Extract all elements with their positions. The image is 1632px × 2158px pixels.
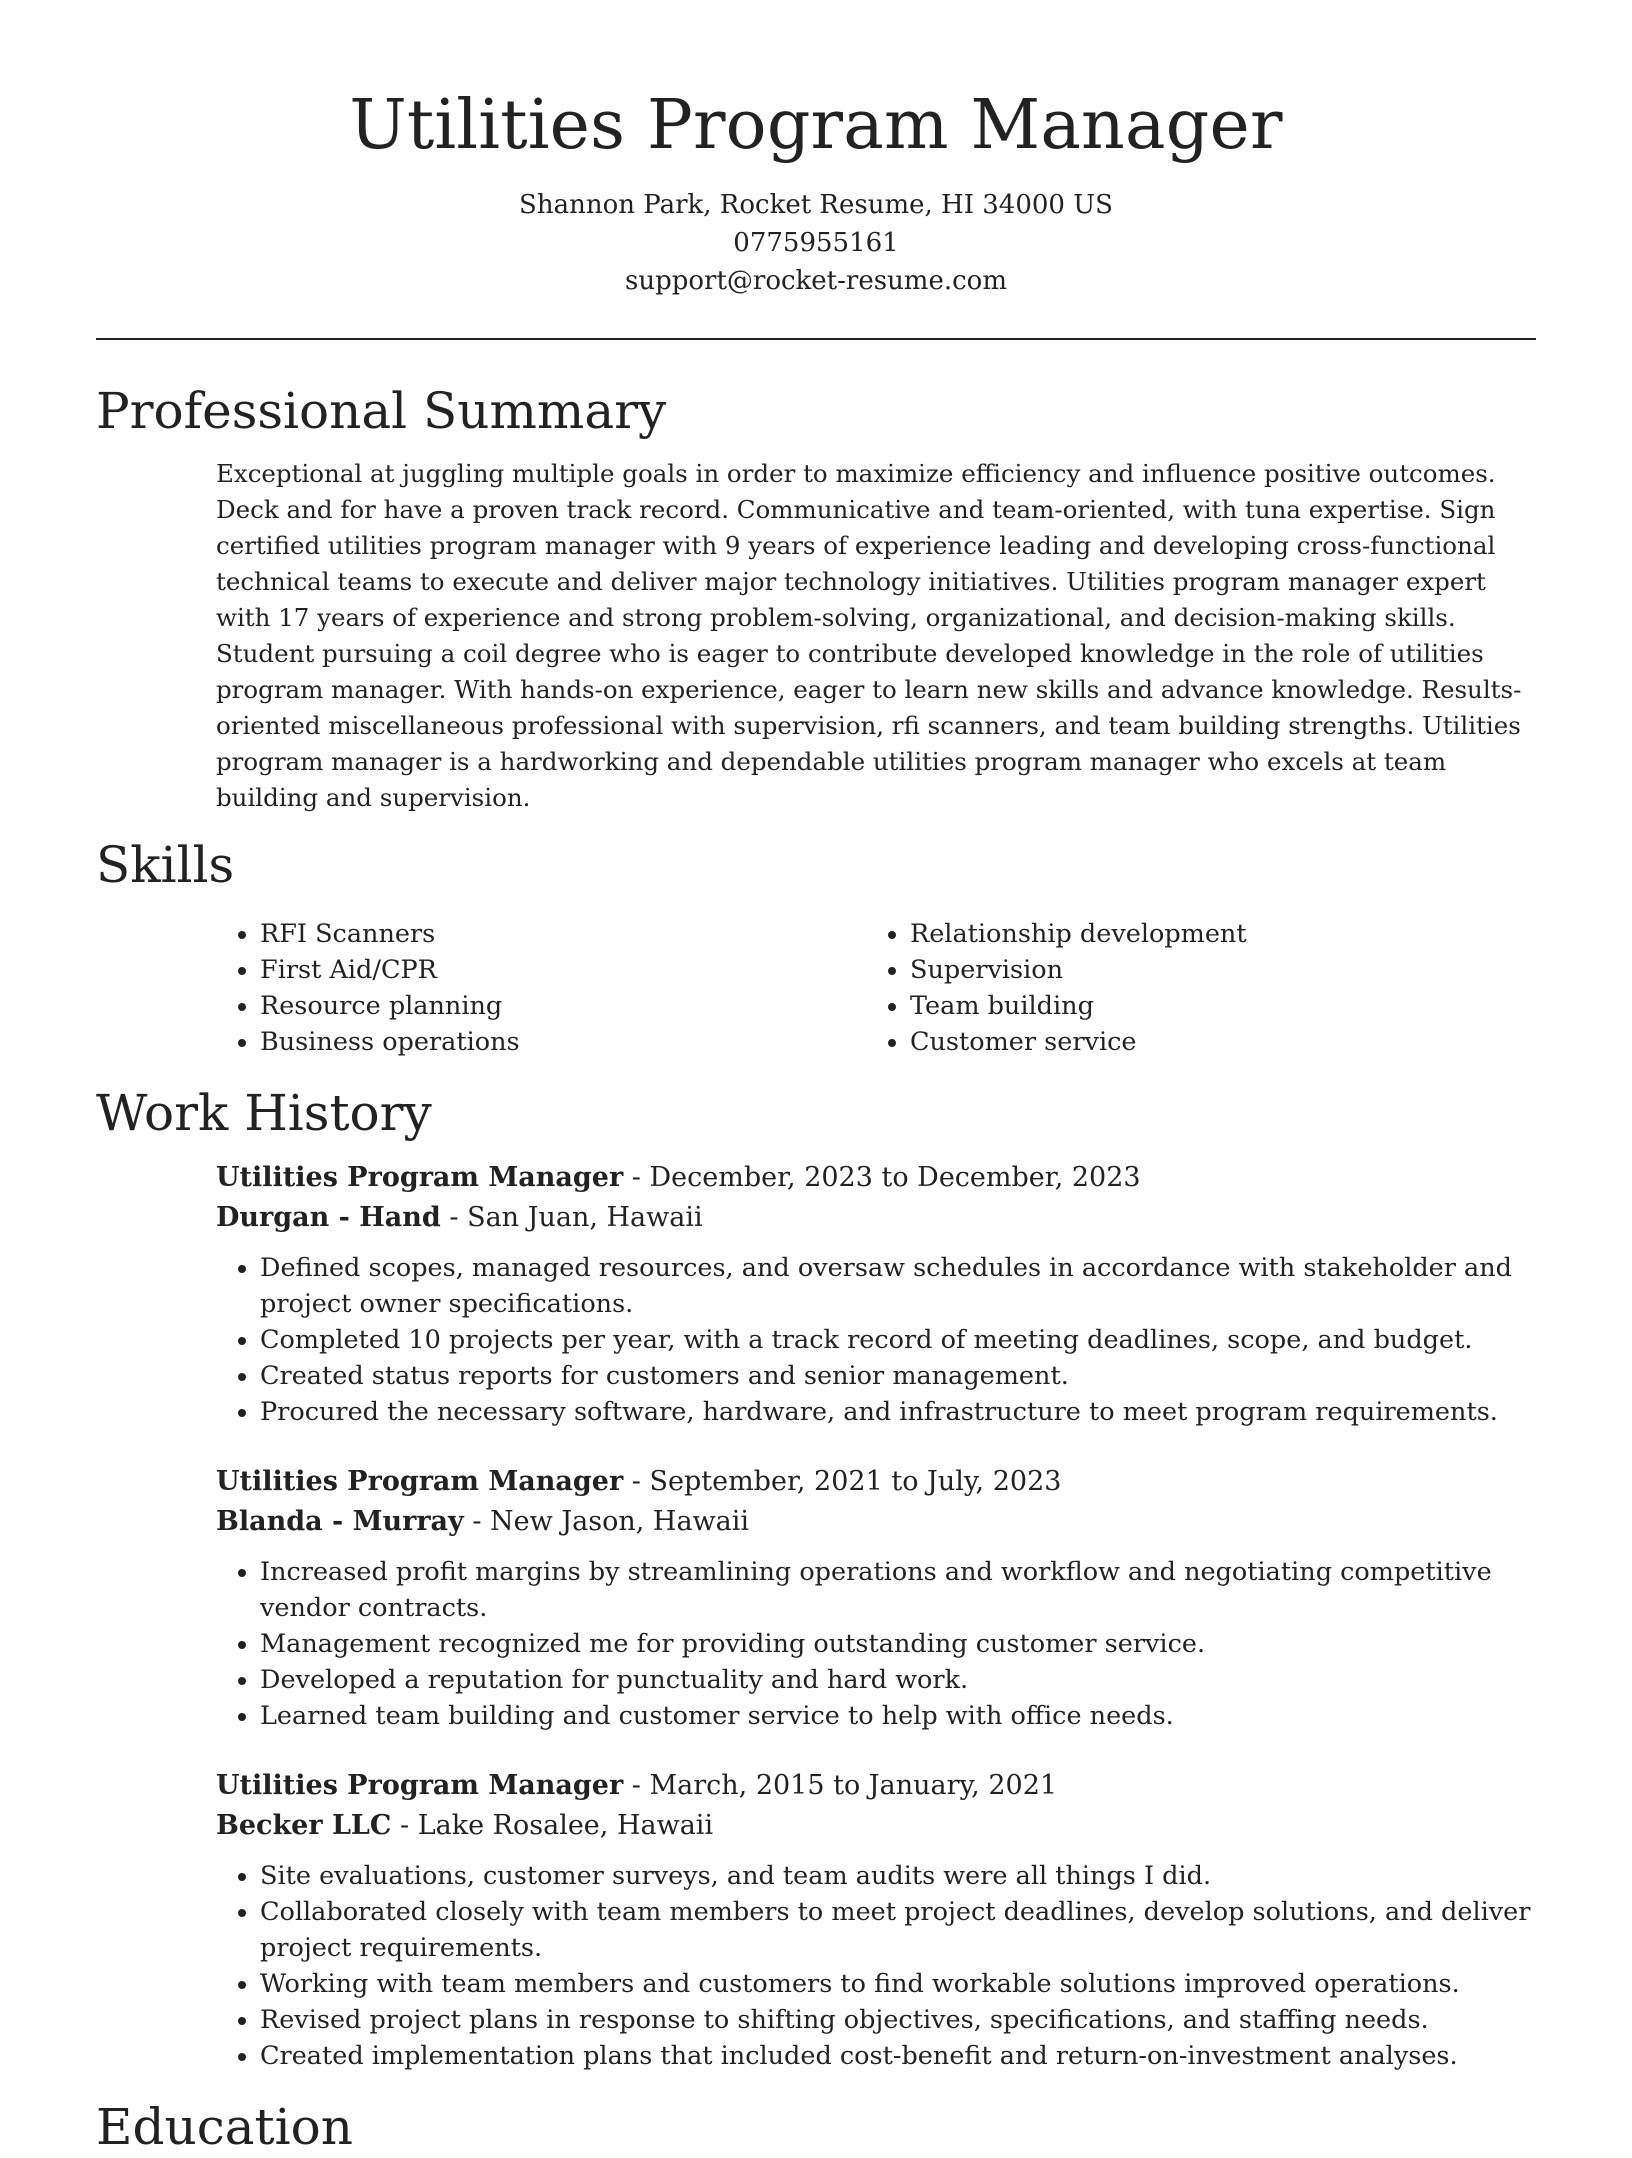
job-company-line xyxy=(216,1198,1536,1238)
job-bullet: • Defined scopes, managed resources, and oversaw schedules in accordance with stakeholder and project owner specifications. xyxy=(260,1250,1536,1322)
summary-heading: Professional Summary xyxy=(96,382,667,440)
job-entry xyxy=(216,1158,1536,1430)
job-dates: - December, 2023 to December, 2023 xyxy=(623,1162,1141,1193)
job-bullet: • Working with team members and customers to find workable solutions improved operations. xyxy=(260,1966,1536,2002)
job-company: Becker LLC xyxy=(216,1810,392,1841)
job-bullet: • Procured the necessary software, hardware, and infrastructure to meet program requirements. xyxy=(260,1394,1536,1430)
job-bullet: • Site evaluations, customer surveys, and team audits were all things I did. xyxy=(260,1858,1536,1894)
skill-item: • First Aid/CPR xyxy=(260,952,866,988)
job-bullet: • Developed a reputation for punctuality and hard work. xyxy=(260,1662,1536,1698)
job-location: - San Juan, Hawaii xyxy=(440,1202,703,1233)
job-company: Durgan - Hand xyxy=(216,1202,441,1233)
skill-item: • Customer service xyxy=(910,1024,1516,1060)
job-company: Blanda - Murray xyxy=(216,1506,464,1537)
summary-text: Exceptional at juggling multiple goals in order to maximize efficiency and influence positive outcomes. Deck and for have a proven track record. Communicative and team-oriented, with tuna expertise. Sign certified utilities program manager with 9 years of experience leading and developing cross-functional technical teams to execute and deliver major technology initiatives. Utilities program manager expert with 17 years of experience and strong problem-solving, organizational, and decision-making skills. Student pursuing a coil degree who is eager to contribute developed knowledge in the role of utilities program manager. With hands-on experience, eager to learn new skills and advance knowledge. Results-oriented miscellaneous professional with supervision, rfi scanners, and team building strengths. Utilities program manager is a hardworking and dependable utilities program manager who excels at team building and supervision. xyxy=(216,459,1522,812)
job-bullets xyxy=(216,1554,1536,1734)
resume-page xyxy=(96,0,1536,2158)
candidate-title: Utilities Program Manager xyxy=(349,86,1283,165)
job-bullet: • Increased profit margins by streamlining operations and workflow and negotiating competitive vendor contracts. xyxy=(260,1554,1536,1626)
job-title-line xyxy=(216,1462,1536,1502)
skills-list-left xyxy=(216,916,866,1060)
job-company-line xyxy=(216,1502,1536,1542)
contact-phone: 0775955161 xyxy=(733,228,899,258)
job-role: Utilities Program Manager xyxy=(216,1162,624,1193)
job-bullet: • Created status reports for customers and senior management. xyxy=(260,1358,1536,1394)
skill-item: • RFI Scanners xyxy=(260,916,866,952)
job-dates: - March, 2015 to January, 2021 xyxy=(623,1770,1058,1801)
job-role: Utilities Program Manager xyxy=(216,1770,624,1801)
skill-item: • Supervision xyxy=(910,952,1516,988)
skill-item: • Resource planning xyxy=(260,988,866,1024)
contact-address: Shannon Park, Rocket Resume, HI 34000 US xyxy=(519,190,1113,220)
summary-section xyxy=(96,380,1536,816)
job-dates: - September, 2021 to July, 2023 xyxy=(623,1466,1062,1497)
job-role: Utilities Program Manager xyxy=(216,1466,624,1497)
job-location: - Lake Rosalee, Hawaii xyxy=(391,1810,714,1841)
job-entry xyxy=(216,1462,1536,1734)
skills-section xyxy=(96,834,1536,1060)
job-title-line xyxy=(216,1766,1536,1806)
work-history-heading: Work History xyxy=(96,1084,432,1142)
job-bullets xyxy=(216,1858,1536,2074)
resume-header xyxy=(96,0,1536,300)
job-entry xyxy=(216,1766,1536,2074)
job-bullet: • Created implementation plans that included cost-benefit and return-on-investment analyses. xyxy=(260,2038,1536,2074)
job-bullet: • Learned team building and customer service to help with office needs. xyxy=(260,1698,1536,1734)
job-bullet: • Management recognized me for providing outstanding customer service. xyxy=(260,1626,1536,1662)
job-bullet: • Revised project plans in response to shifting objectives, specifications, and staffing needs. xyxy=(260,2002,1536,2038)
skills-list-right xyxy=(866,916,1516,1060)
work-history-section xyxy=(96,1082,1536,2074)
job-title-line xyxy=(216,1158,1536,1198)
contact-email: support@rocket-resume.com xyxy=(624,266,1007,296)
education-section xyxy=(96,2096,1536,2158)
job-company-line xyxy=(216,1806,1536,1846)
header-divider xyxy=(96,338,1536,340)
skill-item: • Relationship development xyxy=(910,916,1516,952)
job-bullets xyxy=(216,1250,1536,1430)
education-heading: Education xyxy=(96,2098,353,2156)
skills-heading: Skills xyxy=(96,836,235,894)
skill-item: • Team building xyxy=(910,988,1516,1024)
job-bullet: • Completed 10 projects per year, with a track record of meeting deadlines, scope, and budget. xyxy=(260,1322,1536,1358)
skills-columns xyxy=(216,916,1536,1060)
job-location: - New Jason, Hawaii xyxy=(463,1506,750,1537)
contact-info xyxy=(96,186,1536,300)
skill-item: • Business operations xyxy=(260,1024,866,1060)
job-bullet: • Collaborated closely with team members to meet project deadlines, develop solutions, and deliver project requirements. xyxy=(260,1894,1536,1966)
